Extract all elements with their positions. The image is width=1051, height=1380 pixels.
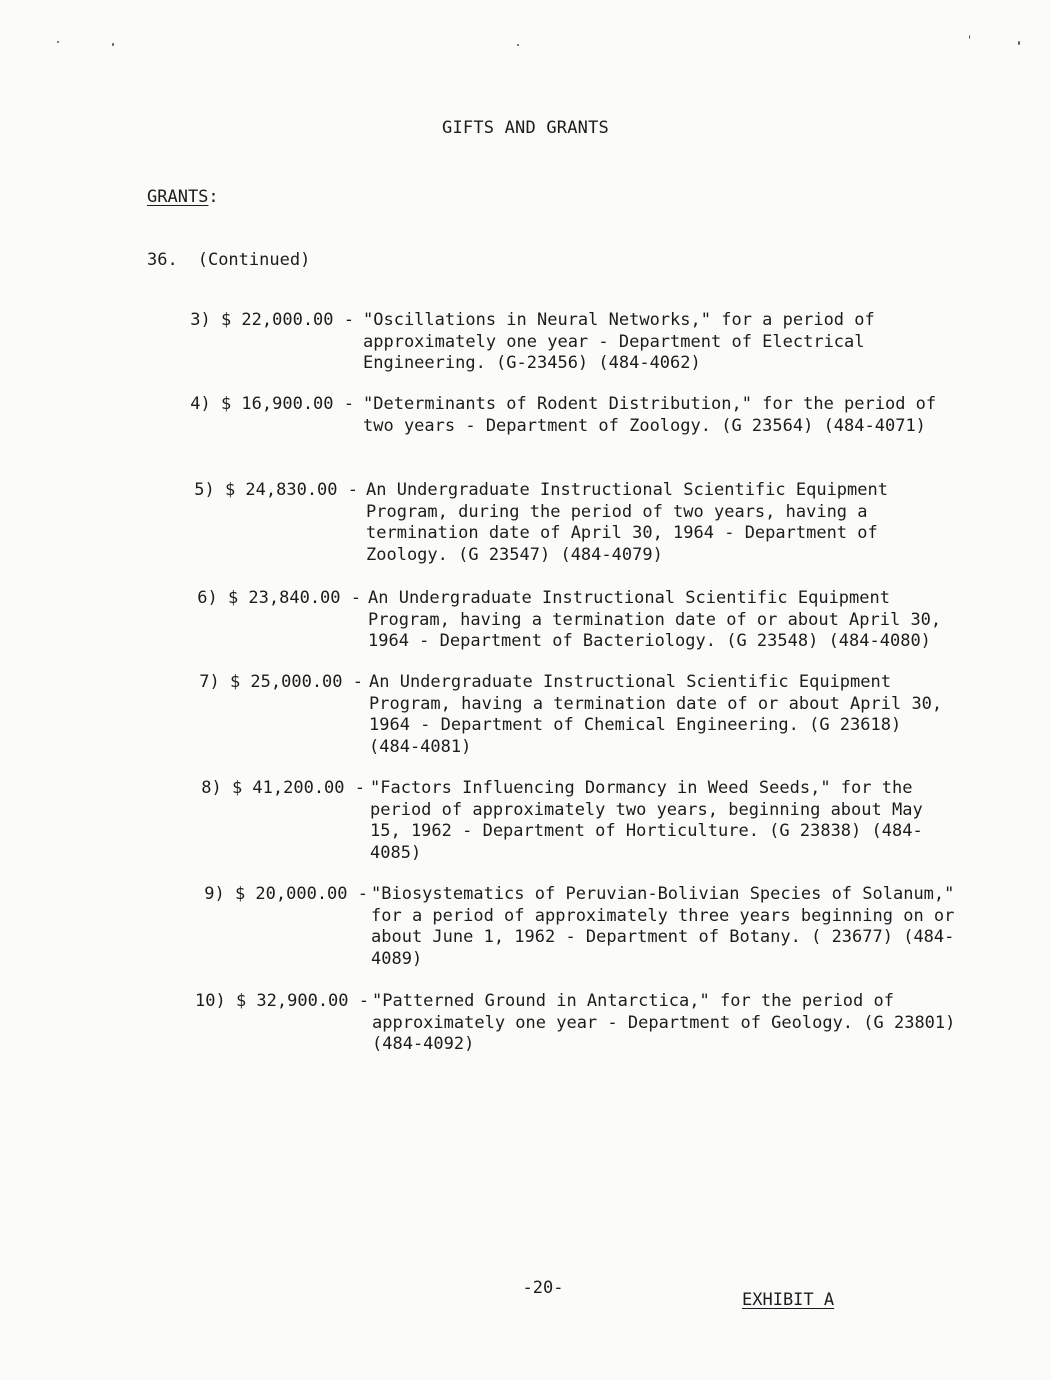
grant-description: "Biosystematics of Peruvian-Bolivian Species of Solanum," for a period of approximately three years beginning on or about June 1, 1962 - Department of Botany. ( 23677) (484-4089) bbox=[371, 884, 955, 969]
grant-amount: 10) $ 32,900.00 - bbox=[195, 991, 369, 1011]
scan-speck bbox=[57, 41, 59, 43]
page-number: -20- bbox=[522, 1278, 564, 1298]
scan-speck bbox=[1018, 41, 1020, 45]
grant-description: "Determinants of Rodent Distribution," for the period of two years - Department of Zoology. (G 23564) (484-4071) bbox=[363, 394, 937, 436]
grant-description: An Undergraduate Instructional Scientific Equipment Program, having a termination date of or about April 30, 1964 - Department of Chemical Engineering. (G 23618) (484-4081) bbox=[369, 672, 943, 757]
grant-description: "Factors Influencing Dormancy in Weed Seeds," for the period of approximately two years, beginning about May 15, 1962 - Department of Horticulture. (G 23838) (484-4085) bbox=[370, 778, 923, 863]
grant-amount: 4) $ 16,900.00 - bbox=[190, 394, 354, 414]
grant-description: "Patterned Ground in Antarctica," for the period of approximately one year - Department of Geology. (G 23801) (484-4092) bbox=[372, 991, 956, 1054]
grant-description: An Undergraduate Instructional Scientific Equipment Program, during the period of two years, having a termination date of April 30, 1964 - Department of Zoology. (G 23547) (484-4079) bbox=[366, 480, 888, 565]
grant-amount: 5) $ 24,830.00 - bbox=[194, 480, 358, 500]
scan-speck bbox=[112, 43, 114, 46]
grant-description: An Undergraduate Instructional Scientific Equipment Program, having a termination date of or about April 30, 1964 - Department of Bacteriology. (G 23548) (484-4080) bbox=[368, 588, 942, 651]
item-number-line bbox=[147, 250, 310, 270]
grant-amount: 7) $ 25,000.00 - bbox=[199, 672, 363, 692]
grant-amount: 9) $ 20,000.00 - bbox=[204, 884, 368, 904]
item-continued-label: (Continued) bbox=[197, 250, 311, 270]
exhibit-label: EXHIBIT A bbox=[742, 1290, 835, 1310]
scan-speck bbox=[969, 35, 970, 39]
scan-speck bbox=[517, 44, 519, 46]
page-title: GIFTS AND GRANTS bbox=[442, 118, 609, 138]
section-heading-text: GRANTS bbox=[147, 187, 209, 207]
grant-amount: 3) $ 22,000.00 - bbox=[190, 310, 354, 330]
grant-amount: 6) $ 23,840.00 - bbox=[197, 588, 361, 608]
section-heading bbox=[147, 187, 219, 207]
item-number: 36. bbox=[147, 250, 178, 270]
grant-amount: 8) $ 41,200.00 - bbox=[201, 778, 365, 798]
section-heading-colon: : bbox=[208, 187, 219, 207]
grant-description: "Oscillations in Neural Networks," for a period of approximately one year - Department of Electrical Engineering. (G-23456) (484-4062) bbox=[363, 310, 875, 373]
